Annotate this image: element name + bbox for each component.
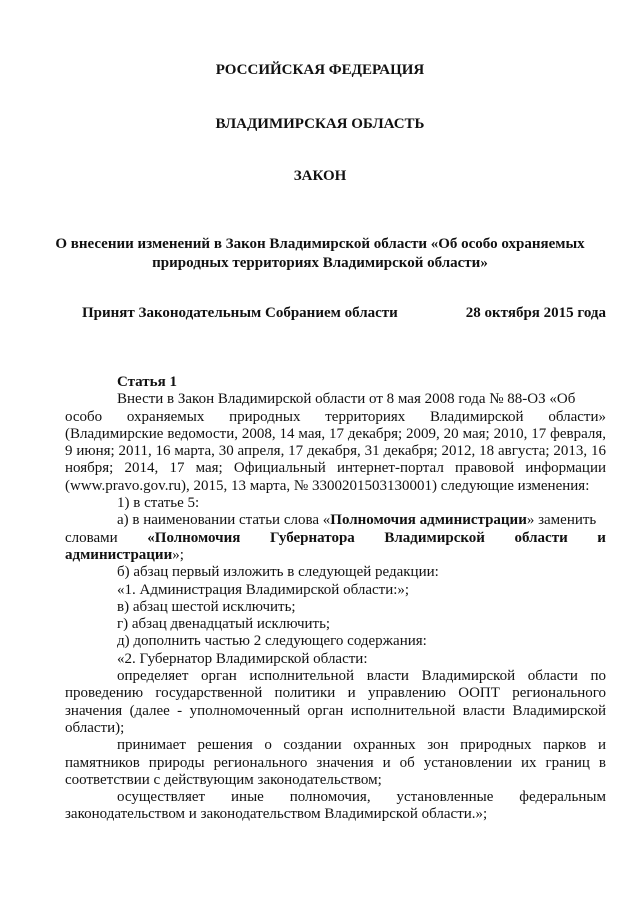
word: осуществляет	[117, 789, 206, 806]
word: территориях	[325, 408, 406, 425]
word: области	[514, 529, 568, 546]
clause-b: б) абзац первый изложить в следующей редакции:	[117, 564, 439, 581]
paragraph-decisions: принимает решения о создании охранных зон природных парков и памятников природы регионального значения и об установлении их границ в соответствии с действующим законодательством;	[65, 737, 606, 788]
word: словами	[65, 529, 118, 546]
word: Владимирской	[384, 529, 485, 546]
header-doc-type: ЗАКОН	[293, 168, 347, 184]
paragraph-defines-body: определяет орган исполнительной власти Владимирской области по проведению государственной политики и управлению ООПТ регионального значения (далее - уполномоченный орган исполнительной власти Владимирской области);	[65, 668, 606, 736]
word: Губернатора	[269, 529, 355, 546]
clause-d: д) дополнить частью 2 следующего содержания:	[117, 633, 427, 650]
clause-v: в) абзац шестой исключить;	[117, 598, 296, 615]
paragraph-other-powers-line-1	[65, 789, 606, 806]
word: федеральным	[519, 789, 606, 806]
clause-d-part-2: «2. Губернатор Владимирской области:	[117, 650, 368, 667]
bold-text: Полномочия администрации	[330, 512, 527, 529]
word: охраняемых	[126, 408, 205, 425]
word: и	[597, 529, 606, 546]
word: области»	[548, 408, 606, 425]
paragraph-other-powers-line-2: законодательством и законодательством Владимирской области.»;	[65, 806, 488, 823]
header-region: ВЛАДИМИРСКАЯ ОБЛАСТЬ	[215, 116, 425, 132]
text: » заменить	[526, 512, 597, 529]
clause-g: г) абзац двенадцатый исключить;	[117, 616, 331, 633]
word: установленные	[396, 789, 494, 806]
intro-rest: (Владимирские ведомости, 2008, 14 мая, 17 декабря; 2009, 20 мая; 2010, 17 февраля, 9 июня; 2011, 16 марта, 30 апреля, 17 декабря, 31 декабря; 2012, 18 августа; 2013, 16 ноября; 2014, 17 мая; Официальный интернет-портал правовой информации (www.pravo.gov.ru), 2015, 13 марта, № 3300201503130001) следующие изменения:	[65, 425, 606, 494]
word: особо	[65, 408, 103, 425]
bold-text: администрации	[65, 546, 173, 563]
adoption-line	[82, 305, 606, 322]
article-title: Статья 1	[117, 374, 177, 390]
word: Владимирской	[430, 408, 524, 425]
clause-1: 1) в статье 5:	[117, 495, 200, 512]
clause-a-line-2	[65, 530, 606, 547]
word: «Полномочия	[147, 529, 241, 546]
intro-line-1: Внести в Закон Владимирской области от 8 мая 2008 года № 88-ОЗ «Об	[117, 391, 576, 408]
word: полномочия,	[289, 789, 371, 806]
word: природных	[229, 408, 301, 425]
text: »;	[172, 546, 184, 563]
adoption-date: 28 октября 2015 года	[465, 305, 606, 321]
adoption-label: Принят Законодательным Собранием области	[82, 305, 398, 321]
intro-line-2	[65, 409, 606, 426]
clause-a-line-3	[65, 547, 606, 564]
text: а) в наименовании статьи слова «	[117, 512, 331, 529]
clause-b-text: «1. Администрация Владимирской области:»;	[117, 581, 410, 598]
document-body	[65, 374, 606, 824]
law-title-line-1: О внесении изменений в Закон Владимирской области «Об особо охраняемых	[55, 236, 585, 252]
law-title-line-2: природных территориях Владимирской области»	[152, 255, 488, 271]
word: иные	[231, 789, 264, 806]
header-country: РОССИЙСКАЯ ФЕДЕРАЦИЯ	[215, 62, 425, 78]
law-title	[0, 235, 640, 273]
clause-a-line-1	[65, 512, 606, 529]
